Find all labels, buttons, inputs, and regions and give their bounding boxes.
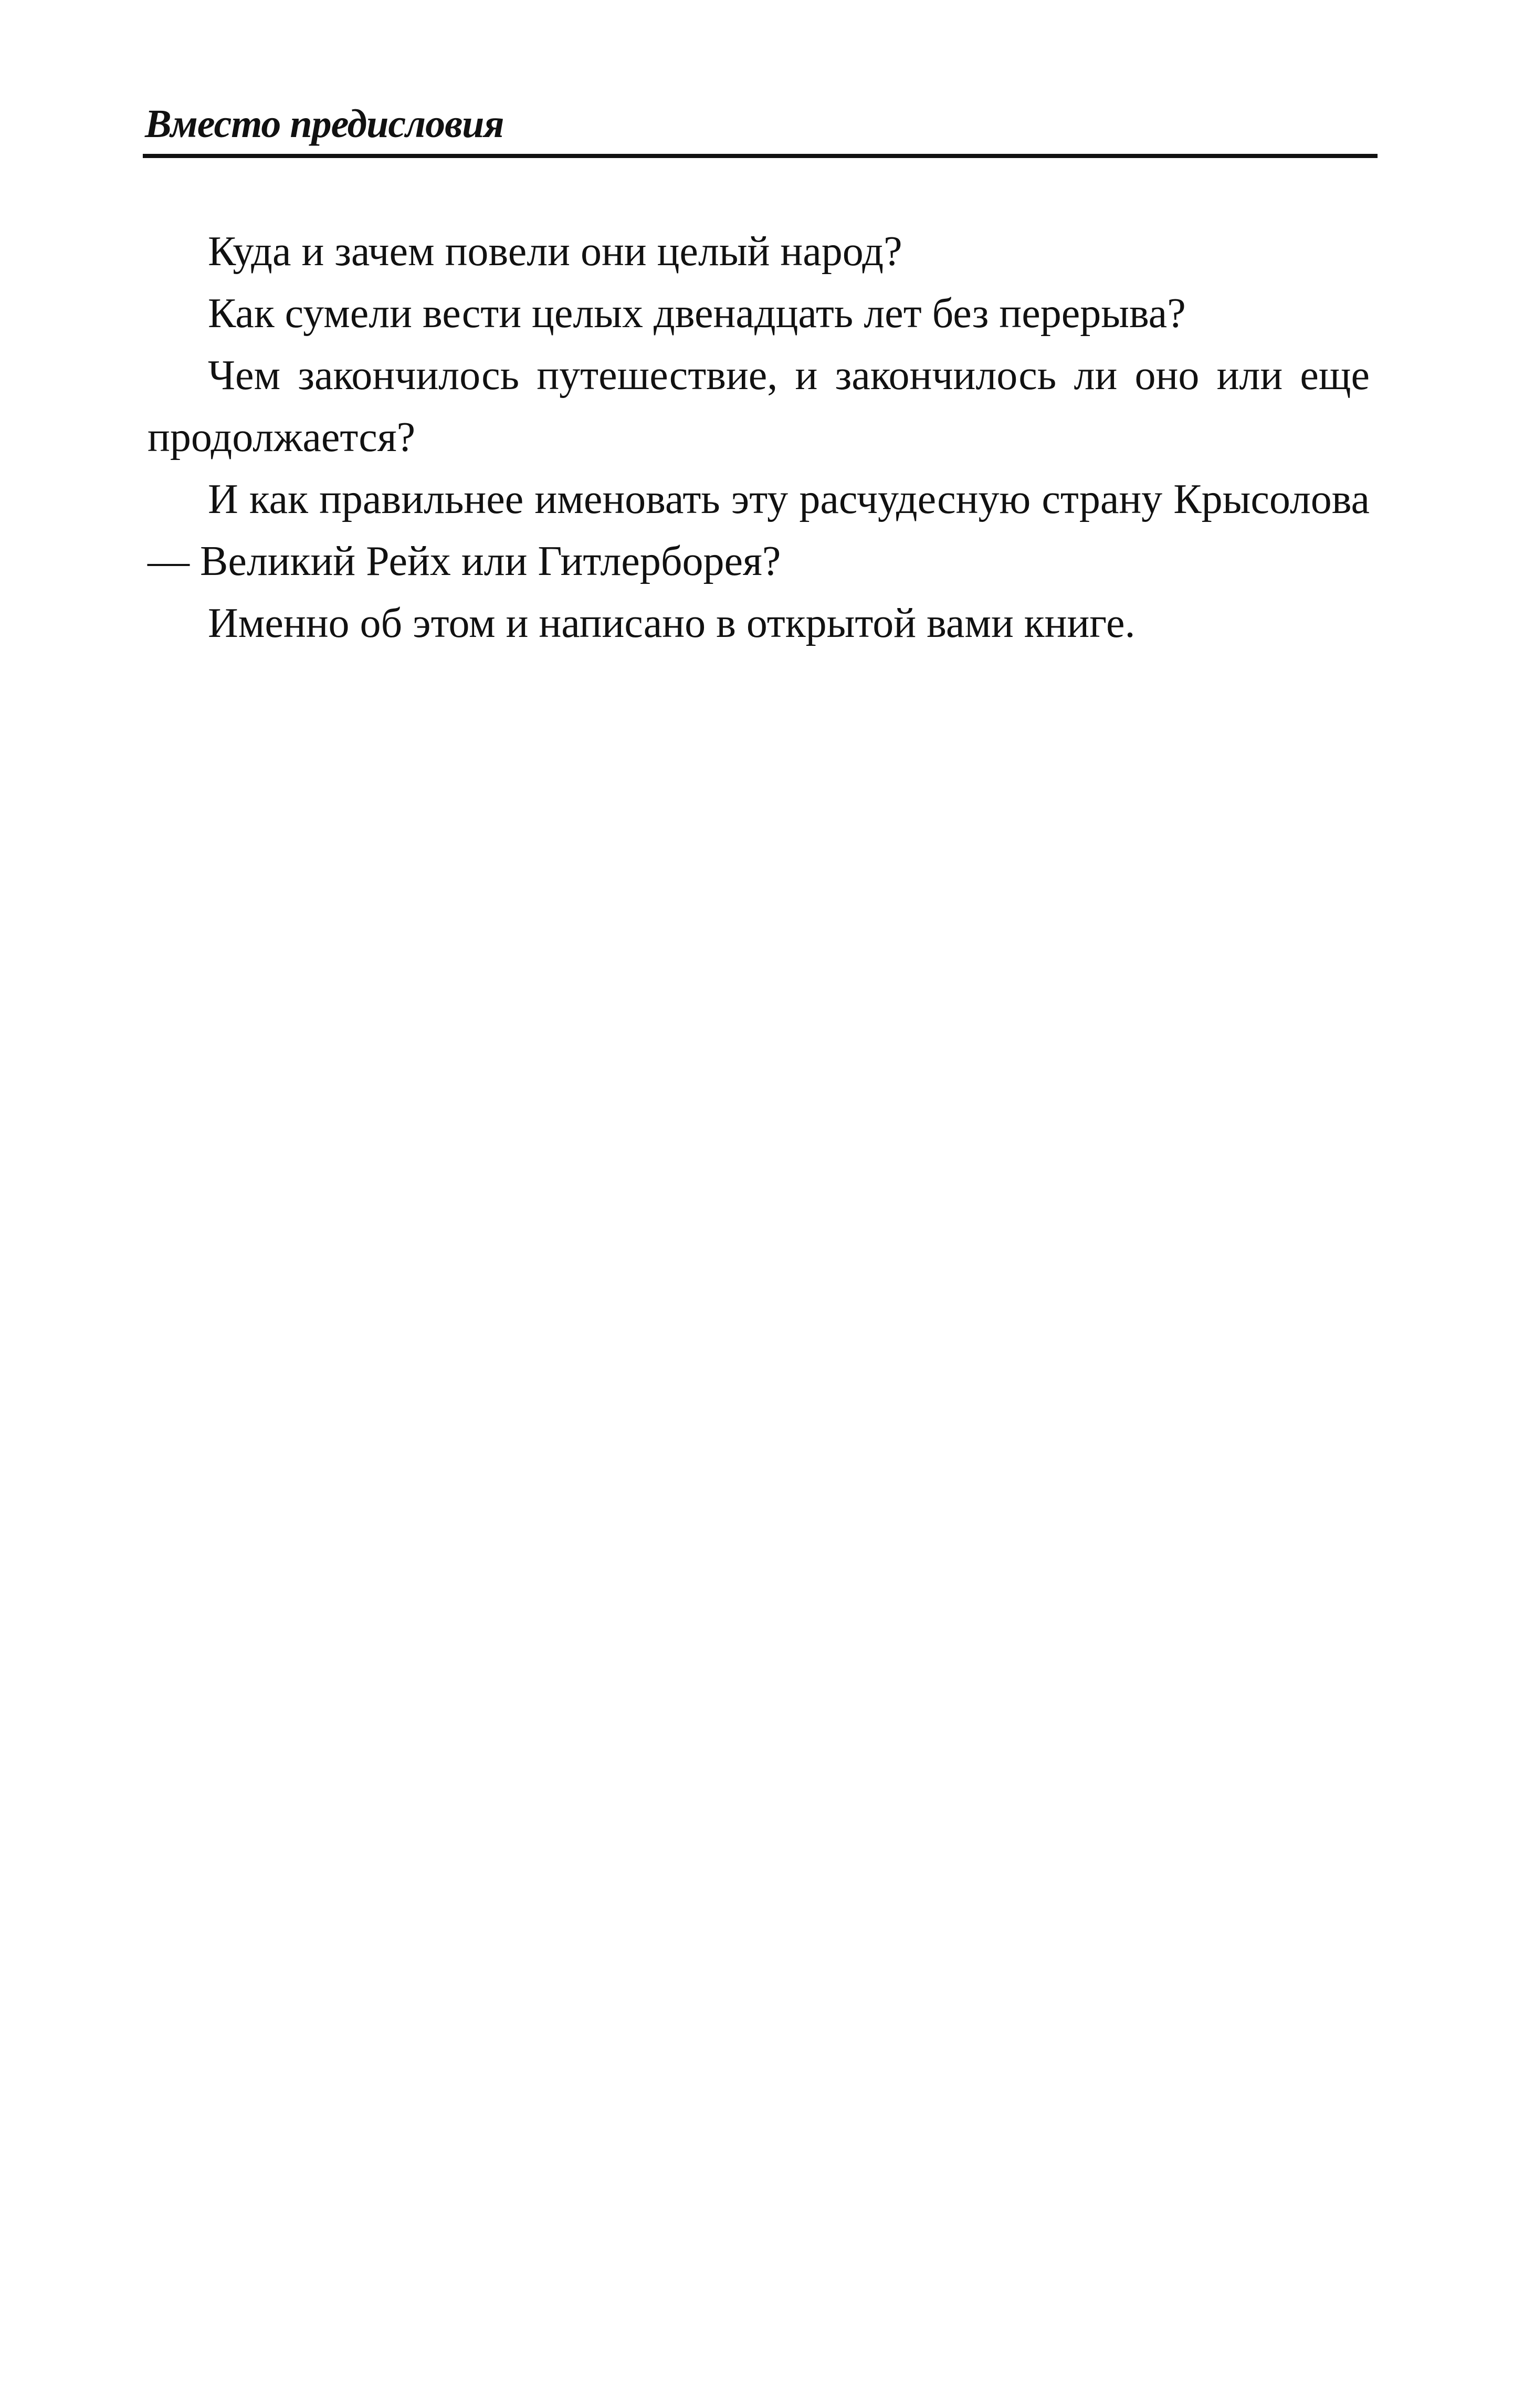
running-head-rule	[143, 154, 1378, 158]
paragraph: Куда и зачем повели они целый народ?	[208, 228, 902, 275]
body-text	[148, 221, 1370, 654]
running-head-title: Вместо предисловия	[145, 102, 504, 146]
paragraph: И как правильнее именовать эту расчудесную страну Крысолова — Великий Рейх или Гитлерборея?	[148, 476, 1370, 584]
paragraph: Чем закончилось путешествие, и закончилось ли оно или еще продолжается?	[148, 352, 1370, 460]
paragraph: Как сумели вести целых двенадцать лет без перерыва?	[208, 290, 1186, 337]
paragraph: Именно об этом и написано в открытой вами книге.	[208, 600, 1136, 646]
running-head	[143, 100, 1378, 163]
